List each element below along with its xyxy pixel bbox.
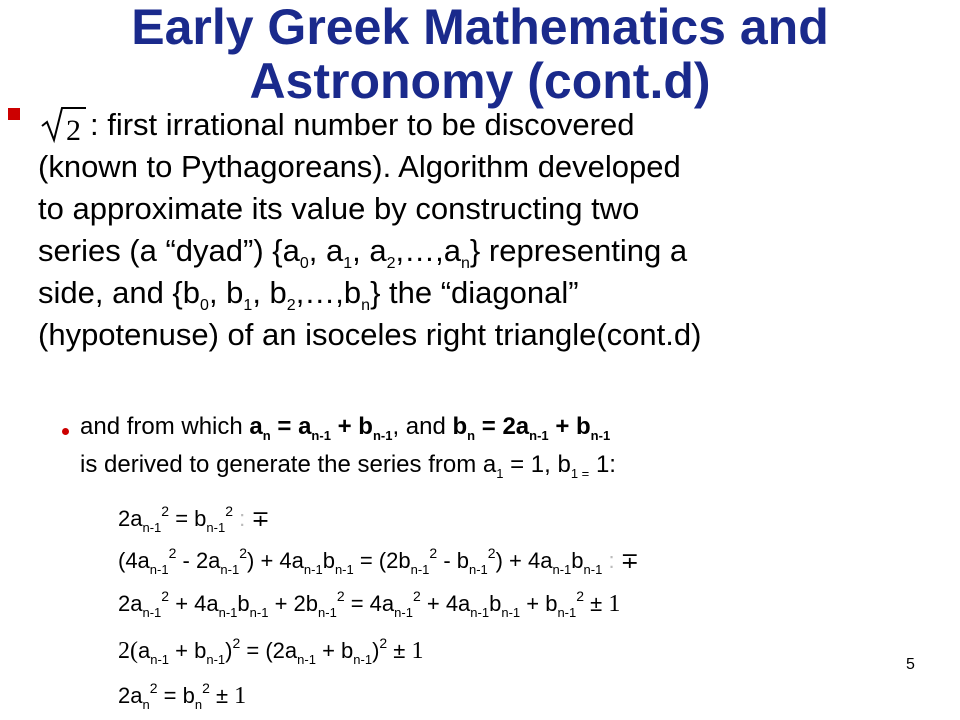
slide-title — [0, 0, 960, 108]
sub-line-1: and from which $a_n = a_{n-1} + b_{n-1}$, and $b_n = 2a_{n-1} + b_{n-1}$ — [80, 413, 611, 443]
main-line-3: to approximate its value by constructing two — [38, 191, 640, 226]
main-line-1: : first irrational number to be discovered — [90, 107, 635, 142]
title-line-2: Astronomy (cont.d) — [249, 53, 711, 109]
main-bullet-text — [38, 104, 958, 356]
title-line-1: Early Greek Mathematics and — [131, 0, 829, 55]
sub-bullet-text — [80, 408, 950, 484]
equation-3: $2a_{n-1}^2 + 4a_{n-1}b_{n-1} + 2b_{n-1}^2 = 4a_{n-1}^2 + 4a_{n-1}b_{n-1} + b_{n-1}^2 \pm 1$ — [118, 588, 621, 620]
page-number: 5 — [906, 656, 915, 673]
main-line-5: side, and {$b_0$, $b_1$, $b_2,\dots,b_n$} the “diagonal” — [38, 275, 579, 314]
main-line-6: (hypotenuse) of an isoceles right triangle(cont.d) — [38, 317, 702, 352]
main-line-4: series (a “dyad”) {$a_0$, $a_1$, $a_2,\dots,a_n$} representing a — [38, 233, 688, 272]
main-line-2: (known to Pythagoreans). Algorithm developed — [38, 149, 681, 184]
round-bullet-icon — [62, 428, 69, 435]
svg-text:2: 2 — [66, 114, 81, 146]
equation-5: $2a_n^2 = b_n^2 \pm 1$ — [118, 680, 247, 712]
equation-2: $(4a_{n-1}^2 - 2a_{n-1}^2) + 4a_{n-1}b_{n-1} = (2b_{n-1}^2 - b_{n-1}^2) + 4a_{n-1}b_{n-1}$ : ∓ — [118, 545, 640, 577]
equation-4: $2(a_{n-1} + b_{n-1})^2 = (2a_{n-1} + b_{n-1})^2 \pm 1$ — [118, 635, 424, 667]
equation-1: $2a_{n-1}^2 = b_{n-1}^2$ : ∓ — [118, 503, 270, 535]
sub-line-2: is derived to generate the series from $a_1 = 1$, $b_{1 =}$ 1: — [80, 451, 616, 481]
square-bullet-icon — [8, 108, 20, 120]
